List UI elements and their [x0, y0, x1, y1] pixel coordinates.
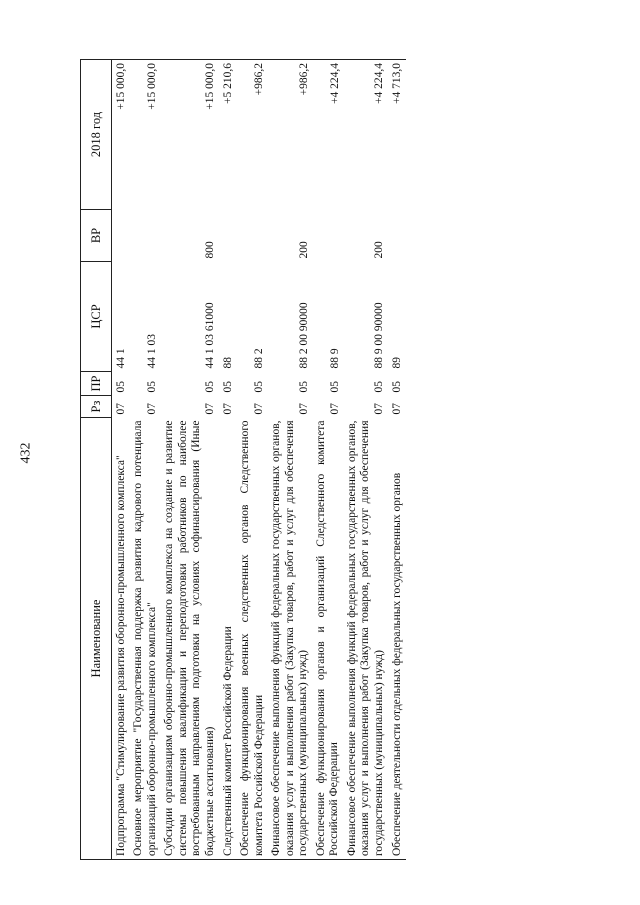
table-row	[313, 60, 344, 860]
table-row	[130, 60, 161, 860]
row-csr: 44 1 03 61000	[204, 302, 216, 369]
row-vr: 200	[373, 241, 385, 259]
row-pr: 05	[115, 381, 127, 393]
row-rz: 07	[204, 403, 216, 415]
table-row	[388, 60, 406, 860]
table-row	[161, 60, 219, 860]
row-name: Обеспечение функционирования органов и организаций Следственного комитета Российской Федерации	[313, 418, 344, 860]
row-amount: +5 210,6	[219, 60, 237, 210]
row-vr	[130, 210, 161, 262]
row-rz: 07	[297, 403, 310, 415]
row-csr: 44 1	[115, 348, 127, 369]
table-row	[112, 60, 131, 860]
row-pr: 05	[297, 381, 310, 393]
row-name: Обеспечение функционирования военных следственных органов Следственного комитета Российской Федерации	[237, 418, 268, 860]
row-csr: 44 1 03	[146, 334, 158, 369]
row-rz: 07	[391, 403, 403, 415]
row-pr: 05	[373, 381, 385, 393]
header-amount: 2018 год	[81, 60, 112, 210]
row-csr: 88 9 00 90000	[373, 302, 385, 369]
row-pr: 05	[328, 381, 341, 393]
row-name: Финансовое обеспечение выполнения функций федеральных государственных органов, оказания услуг и выполнения работ (Закупка товаров, работ и услуг для обеспечения государственных (муниципальных) нужд)	[344, 418, 389, 860]
row-vr: 200	[297, 241, 310, 259]
row-pr: 05	[146, 381, 158, 393]
row-pr: 05	[253, 381, 265, 393]
row-amount: +986,2	[268, 60, 313, 210]
row-rz: 07	[328, 403, 341, 415]
row-name: Субсидии организациям оборонно-промышленного комплекса на создание и развитие системы повышения квалификации и переподготовки работников по наиболее востребованным направлениям подготовки на условиях софинансирования (Иные бюджетные ассигнования)	[161, 418, 219, 860]
header-name: Наименование	[81, 418, 112, 860]
row-rz: 07	[222, 403, 234, 415]
row-rz: 07	[253, 403, 265, 415]
header-csr: ЦСР	[81, 262, 112, 372]
row-name: Подпрограмма "Стимулирование развития оборонно-промышленного комплекса"	[112, 418, 131, 860]
row-amount: +986,2	[237, 60, 268, 210]
row-vr	[237, 210, 268, 262]
row-vr: 800	[204, 241, 216, 259]
table-row	[344, 60, 389, 860]
row-pr: 05	[204, 381, 216, 393]
row-amount: +15 000,0	[112, 60, 131, 210]
row-vr	[112, 210, 131, 262]
header-rz: Рз	[81, 396, 112, 418]
row-csr: 88	[222, 357, 234, 369]
budget-table	[80, 59, 406, 860]
row-csr: 88 2	[253, 348, 265, 369]
row-amount: +15 000,0	[161, 60, 219, 210]
header-pr: ПР	[81, 372, 112, 396]
table-row	[237, 60, 268, 860]
row-amount: +4 224,4	[344, 60, 389, 210]
row-vr	[313, 210, 344, 262]
row-amount: +15 000,0	[130, 60, 161, 210]
row-pr: 05	[222, 381, 234, 393]
row-rz: 07	[146, 403, 158, 415]
table-row	[268, 60, 313, 860]
row-name: Финансовое обеспечение выполнения функций федеральных государственных органов, оказания услуг и выполнения работ (Закупка товаров, работ и услуг для обеспечения государственных (муниципальных) нужд)	[268, 418, 313, 860]
header-vr: ВР	[81, 210, 112, 262]
table-row	[219, 60, 237, 860]
row-csr: 89	[391, 357, 403, 369]
row-name: Обеспечение деятельности отдельных федеральных государственных органов	[388, 418, 406, 860]
row-amount: +4 224,4	[313, 60, 344, 210]
row-vr	[219, 210, 237, 262]
row-csr: 88 9	[328, 348, 341, 369]
row-name: Следственный комитет Российской Федерации	[219, 418, 237, 860]
table-header-row	[81, 60, 112, 860]
row-rz: 07	[115, 403, 127, 415]
row-pr: 05	[391, 381, 403, 393]
row-vr	[388, 210, 406, 262]
budget-table-rotated	[80, 60, 620, 860]
row-amount: +4 713,0	[388, 60, 406, 210]
page-number: 432	[18, 442, 33, 463]
row-csr: 88 2 00 90000	[297, 302, 310, 369]
row-rz: 07	[373, 403, 385, 415]
row-name: Основное мероприятие "Государственная поддержка развития кадрового потенциала организаций оборонно-промышленного комплекса"	[130, 418, 161, 860]
page-number-container	[0, 0, 52, 905]
